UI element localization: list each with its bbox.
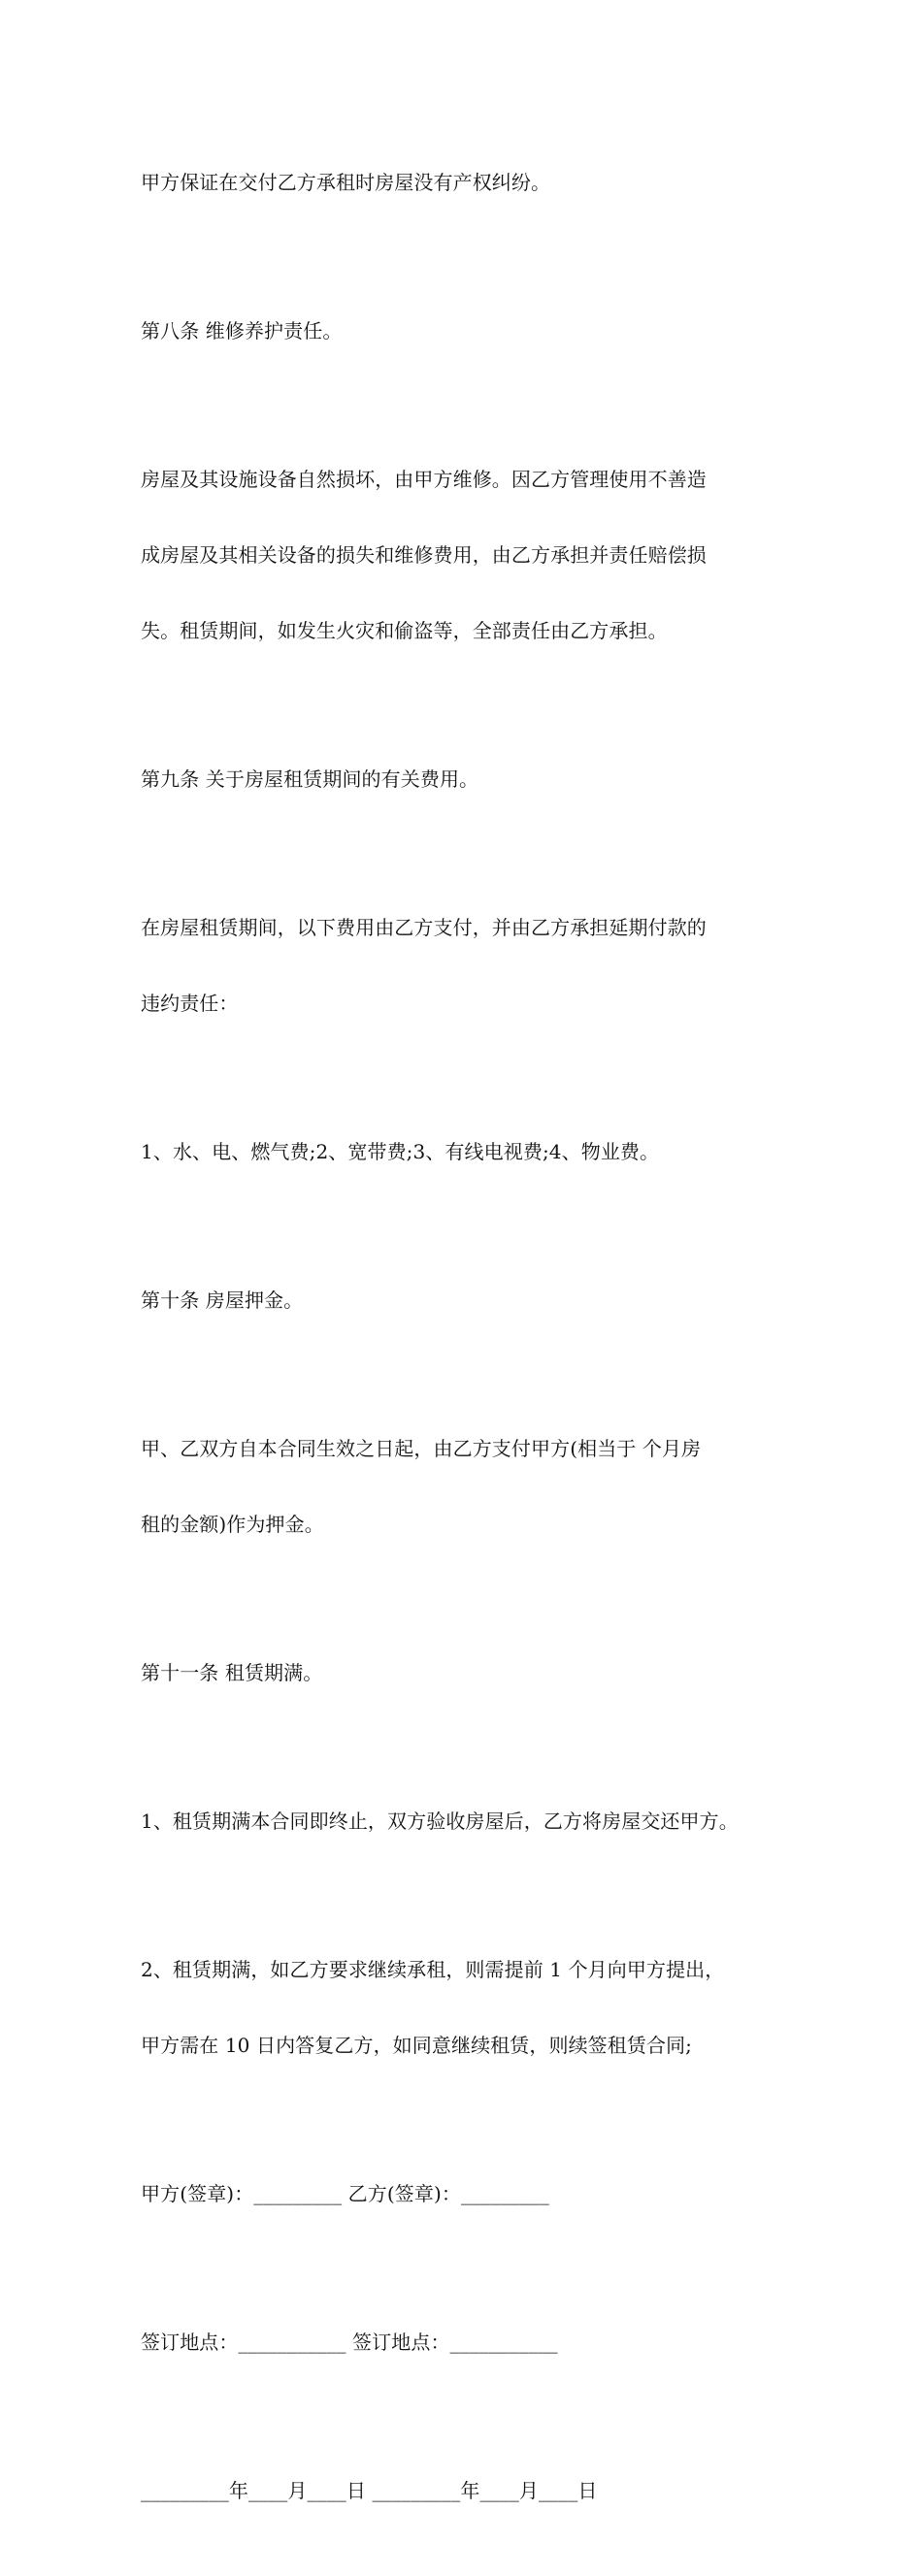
text-line: 1、水、电、燃气费;2、宽带费;3、有线电视费;4、物业费。 [141,1140,660,1163]
text-line: 甲方需在 10 日内答复乙方，如同意继续租赁，则续签租赁合同; [141,2034,693,2057]
paragraph-fee-list [141,1089,786,1215]
text-line: 成房屋及其相关设备的损失和维修费用，由乙方承担并责任赔偿损 [141,543,707,567]
paragraph-deposit [141,1386,786,1587]
text-line: 甲方(签章)：_________ 乙方(签章)：_________ [141,2182,549,2205]
text-line: 失。租赁期间，如发生火灾和偷盗等，全部责任由乙方承担。 [141,619,668,642]
text-line: 甲、乙双方自本合同生效之日起，由乙方支付甲方(相当于 个月房 [141,1437,702,1460]
text-line: 租的金额)作为押金。 [141,1513,324,1536]
paragraph-maintenance [141,416,786,694]
article-9-heading [141,716,786,842]
document-body [141,119,786,2576]
paragraph-fees [141,864,786,1066]
text-line: 第九条 关于房屋租赁期间的有关费用。 [141,767,479,791]
signature-line [141,2131,786,2257]
text-line: 第十一条 租赁期满。 [141,1661,323,1684]
article-11-heading [141,1610,786,1736]
article-10-heading [141,1237,786,1363]
text-line: 1、租赁期满本合同即终止，双方验收房屋后，乙方将房屋交还甲方。 [141,1810,739,1833]
text-line: 第十条 房屋押金。 [141,1288,304,1312]
text-line: 第八条 维修养护责任。 [141,319,343,342]
text-line: 签订地点：___________ 签订地点：___________ [141,2331,558,2354]
article-8-heading [141,268,786,394]
text-line: _________年____月____日 _________年____月____日 [141,2479,598,2502]
text-line: 甲方保证在交付乙方承租时房屋没有产权纠纷。 [141,171,551,194]
paragraph-lease-renewal [141,1907,786,2108]
signing-place-line [141,2279,786,2405]
text-line: 违约责任： [141,992,239,1015]
text-line: 在房屋租赁期间，以下费用由乙方支付，并由乙方承担延期付款的 [141,916,707,939]
text-line: 房屋及其设施设备自然损坏，由甲方维修。因乙方管理使用不善造 [141,468,707,491]
text-line: 2、租赁期满，如乙方要求继续承租，则需提前 1 个月向甲方提出， [141,1958,725,1981]
paragraph-lease-end [141,1758,786,1884]
signing-date-line [141,2428,786,2554]
paragraph-property-guarantee [141,119,786,245]
